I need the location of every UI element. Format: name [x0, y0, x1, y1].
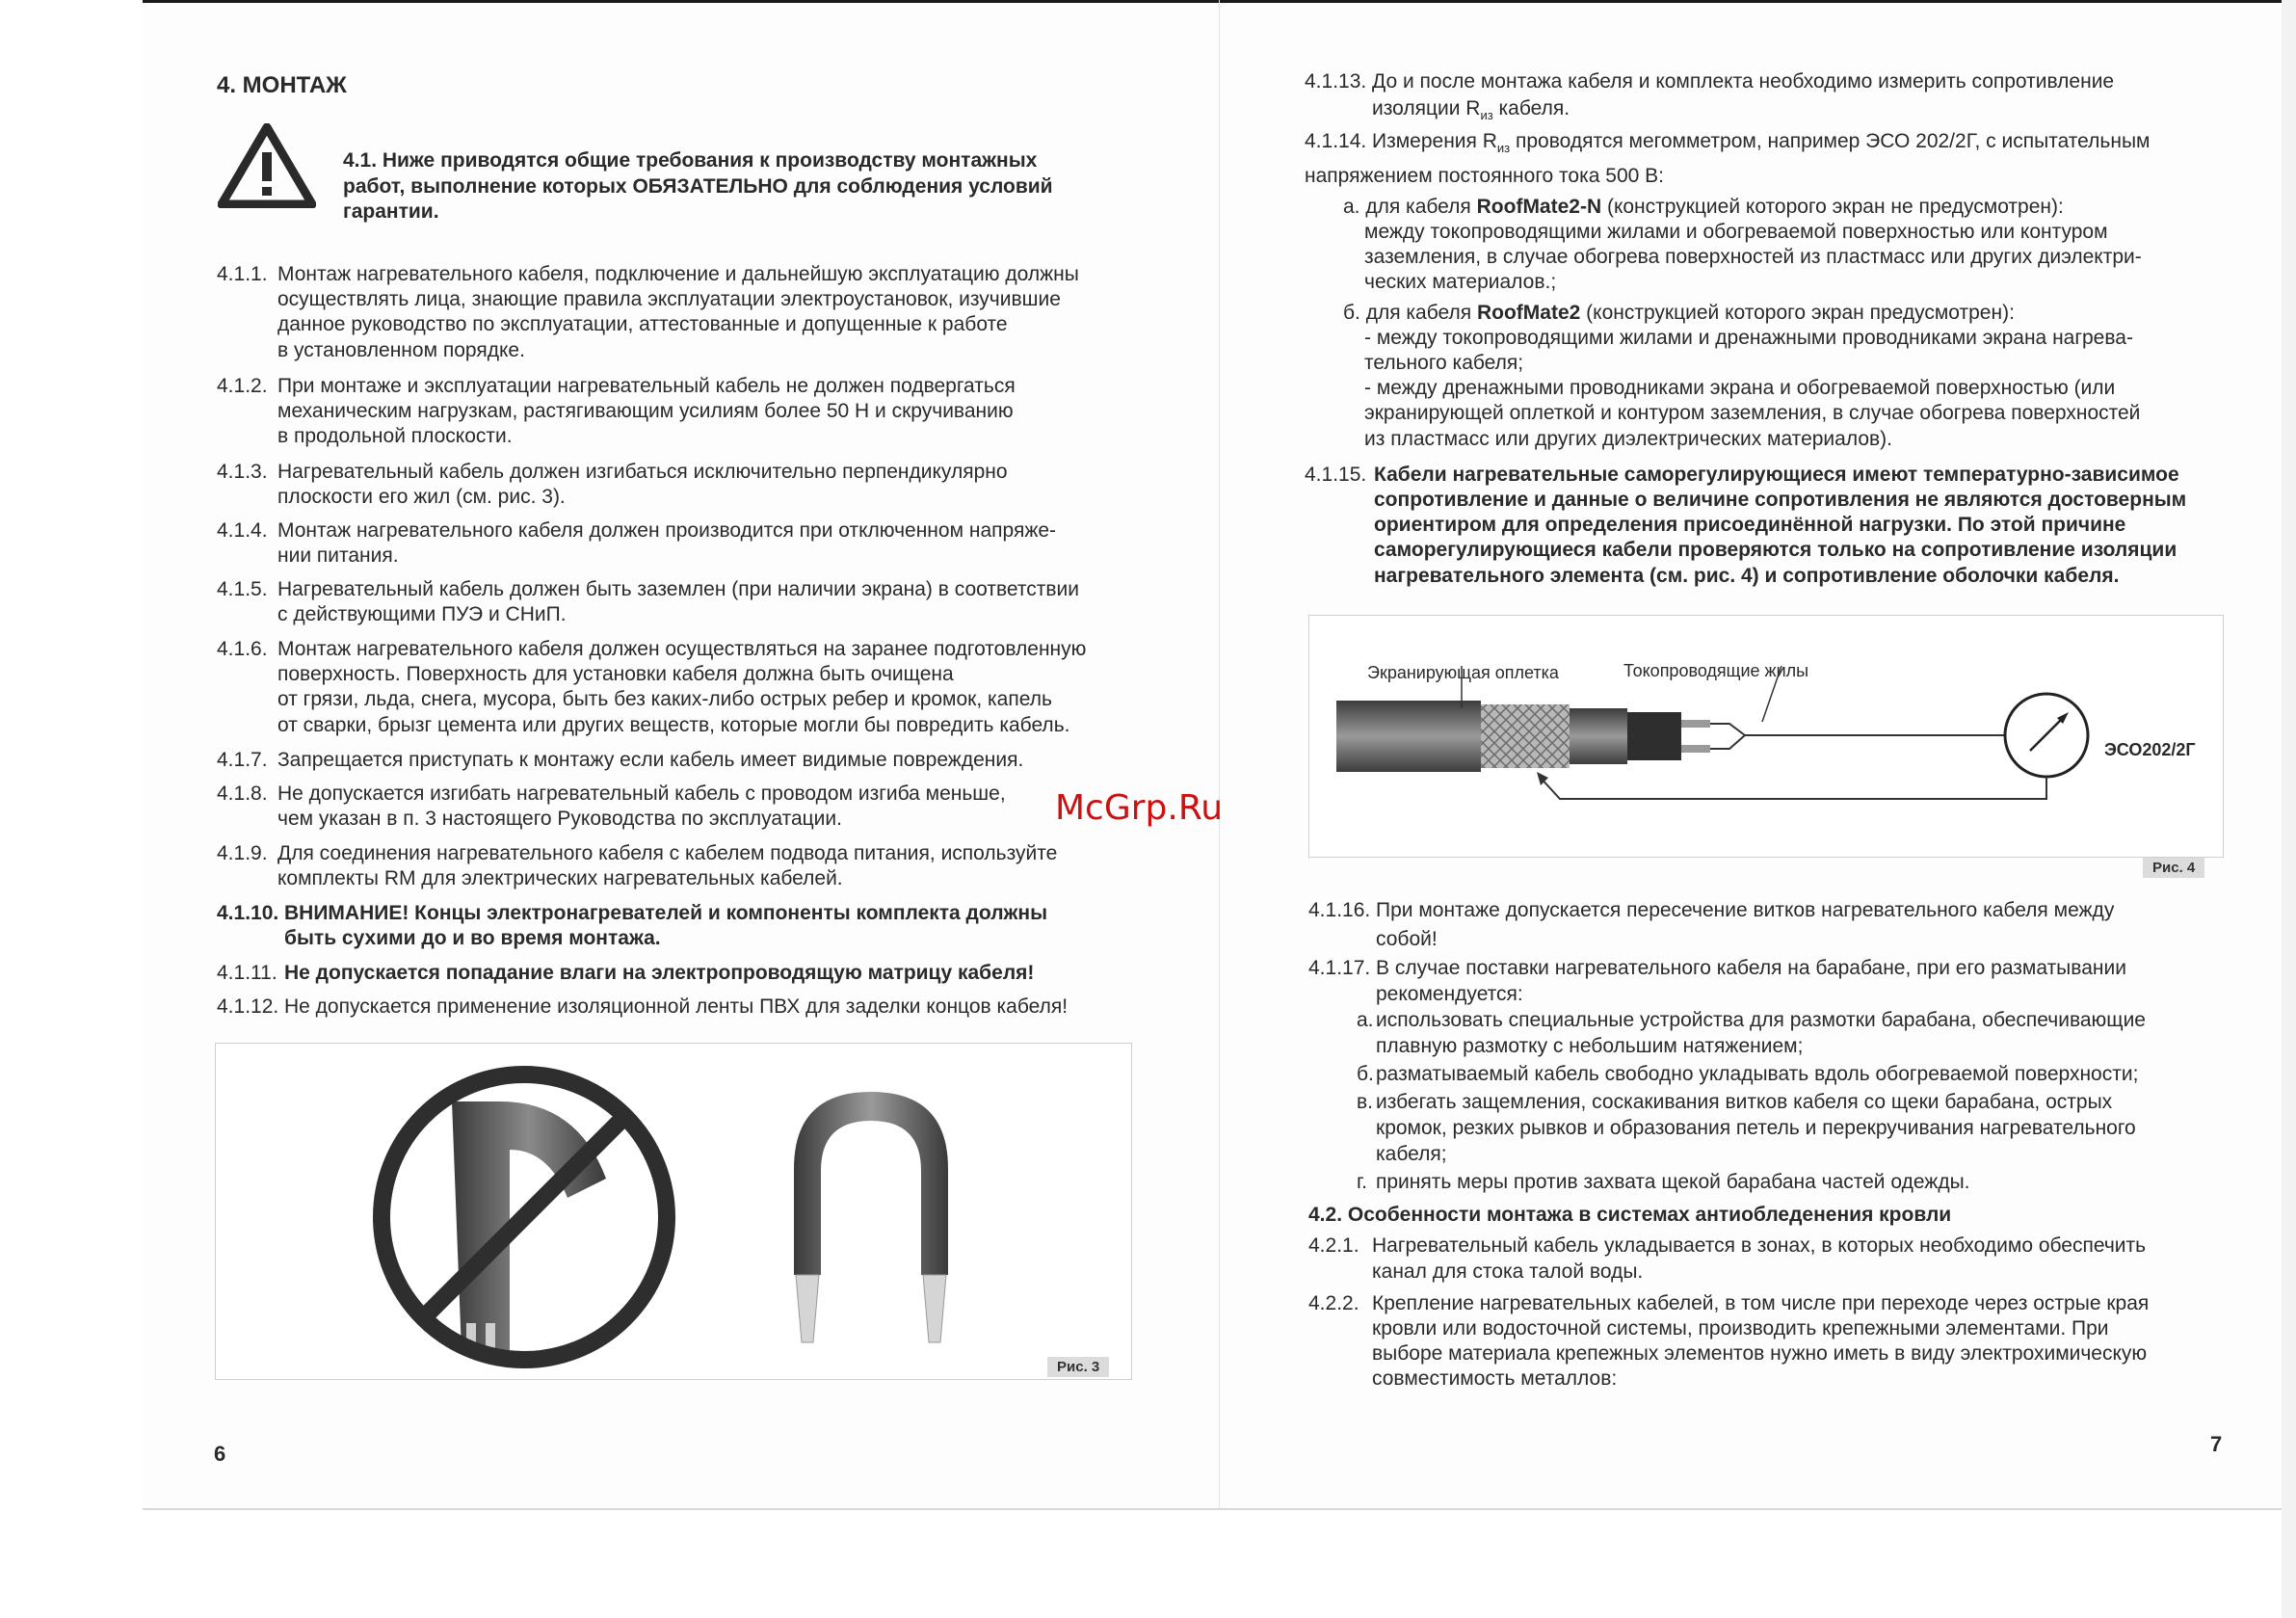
figure-4: [1308, 615, 2224, 858]
list-line: избегать защемления, соскакивания витков кабеля со щеки барабана, острых: [1376, 1091, 2113, 1113]
item-line: саморегулирующиеся кабели проверяются только на сопротивление изоляции: [1374, 539, 2177, 561]
label-conductive-cores: Токопроводящие жилы: [1623, 661, 1809, 680]
figure-3: [215, 1043, 1132, 1380]
item-number: 4.1.17.: [1308, 957, 1371, 979]
item-number: 4.1.2.: [217, 375, 268, 397]
item-line: Монтаж нагревательного кабеля должен осуществляться на заранее подготовленную: [277, 638, 1087, 660]
warning-triangle-icon: [218, 123, 316, 208]
item-line: Нагревательный кабель должен изгибаться исключительно перпендикулярно: [277, 461, 1008, 483]
item-line: При монтаже и эксплуатации нагревательный кабель не должен подвергаться: [277, 375, 1016, 397]
item-line: осуществлять лица, знающие правила эксплуатации электроустановок, изучившие: [277, 288, 1061, 310]
sub-line: ческих материалов.;: [1364, 271, 1557, 293]
item-line: Монтаж нагревательного кабеля должен производится при отключенном напряже-: [277, 519, 1057, 542]
top-edge-line: [143, 0, 2282, 3]
item-number: 4.1.11.: [217, 962, 277, 984]
item-number: 4.1.10.: [217, 902, 279, 924]
item-line: плоскости его жил (см. рис. 3).: [277, 486, 566, 508]
list-mark: г.: [1357, 1171, 1367, 1193]
list-line: разматываемый кабель свободно укладывать вдоль обогреваемой поверхности;: [1376, 1063, 2139, 1085]
warning-line-3: гарантии.: [343, 200, 439, 223]
subsection-heading: 4.2. Особенности монтажа в системах антиобледенения кровли: [1308, 1204, 1952, 1226]
item-number: 4.2.2.: [1308, 1292, 1359, 1314]
item-line: До и после монтажа кабеля и комплекта необходимо измерить сопротивление: [1372, 70, 2115, 93]
item-line: При монтаже допускается пересечение витков нагревательного кабеля между: [1376, 899, 2115, 921]
item-number: 4.1.9.: [217, 842, 268, 864]
item-line: механическим нагрузкам, растягивающим усилиям более 50 Н и скручиванию: [277, 400, 1014, 422]
item-line: Крепление нагревательных кабелей, в том числе при переходе через острые края: [1372, 1292, 2150, 1314]
item-line: ориентиром для определения присоединённой нагрузки. По этой причине: [1374, 514, 2126, 536]
sub-line: из пластмасс или других диэлектрических материалов).: [1364, 428, 1892, 450]
page-fold: [1219, 0, 1220, 1508]
item-line: собой!: [1376, 928, 1438, 950]
list-mark: а.: [1357, 1009, 1374, 1031]
item-number: 4.1.8.: [217, 782, 268, 805]
item-line: выборе материала крепежных элементов нужно иметь в виду электрохимическую: [1372, 1342, 2148, 1365]
item-number: 4.1.16.: [1308, 899, 1371, 921]
item-line: Нагревательный кабель должен быть заземлен (при наличии экрана) в соответствии: [277, 578, 1080, 600]
item-line: Для соединения нагревательного кабеля с кабелем подвода питания, используйте: [277, 842, 1058, 864]
sub-item-a: а. для кабеля RoofMate2-N (конструкцией которого экран не предусмотрен):: [1343, 196, 2064, 218]
sub-line: тельного кабеля;: [1364, 352, 1524, 374]
sub-line: заземления, в случае обогрева поверхностей из пластмасс или других диэлектри-: [1364, 246, 2142, 268]
cable-bend-correct-illustration: [775, 1082, 967, 1362]
item-line: чем указан в п. 3 настоящего Руководства по эксплуатации.: [277, 808, 842, 830]
label-shielding-braid: Экранирующая оплетка: [1367, 663, 1559, 682]
sub-line: экранирующей оплеткой и контуром заземления, в случае обогрева поверхностей: [1364, 402, 2141, 424]
item-number: 4.1.14.: [1305, 130, 1367, 152]
item-line: в установленном порядке.: [277, 339, 525, 361]
item-number: 4.1.6.: [217, 638, 268, 660]
item-number: 4.2.1.: [1308, 1234, 1359, 1257]
list-line: плавную размотку с небольшим натяжением;: [1376, 1035, 1804, 1057]
section-title: 4. МОНТАЖ: [217, 72, 347, 98]
item-line: Измерения $R_{из}$ проводятся мегомметром, например ЭСО 202/2Г, с испытательным: [1372, 130, 2151, 156]
item-line: изоляции $R_{из}$ кабеля.: [1372, 97, 1570, 123]
sub-line: между токопроводящими жилами и обогреваемой поверхностью или контуром: [1364, 221, 2108, 243]
sub-line: - между дренажными проводниками экрана и обогреваемой поверхностью (или: [1364, 377, 2116, 399]
item-number: 4.1.4.: [217, 519, 268, 542]
item-line: данное руководство по эксплуатации, аттестованные и допущенные к работе: [277, 313, 1008, 335]
item-number: 4.1.13.: [1305, 70, 1367, 93]
item-number: 4.1.12.: [217, 995, 279, 1018]
list-line: использовать специальные устройства для размотки барабана, обеспечивающие: [1376, 1009, 2146, 1031]
sub-item-b: б. для кабеля RoofMate2 (конструкцией которого экран предусмотрен):: [1343, 302, 2015, 324]
item-number: 4.1.1.: [217, 263, 268, 285]
item-line: Запрещается приступать к монтажу если кабель имеет видимые повреждения.: [277, 749, 1024, 771]
item-line: Монтаж нагревательного кабеля, подключение и дальнейшую эксплуатацию должны: [277, 263, 1079, 285]
figure-3-caption: Рис. 3: [1047, 1357, 1109, 1377]
item-line: в продольной плоскости.: [277, 425, 513, 447]
page-number-right: 7: [2210, 1432, 2223, 1456]
item-line: Нагревательный кабель укладывается в зонах, в которых необходимо обеспечить: [1372, 1234, 2147, 1257]
item-line: от грязи, льда, снега, мусора, быть без каких-либо острых ребер и кромок, капель: [277, 688, 1052, 710]
sub-line: - между токопроводящими жилами и дренажными проводниками экрана нагрева-: [1364, 327, 2133, 349]
label-megohmmeter: ЭСО202/2Г: [2104, 740, 2196, 759]
item-line: кровли или водосточной системы, производить крепежными элементами. При: [1372, 1317, 2109, 1339]
item-line: Не допускается изгибать нагревательный кабель с проводом изгиба меньше,: [277, 782, 1006, 805]
item-line: В случае поставки нагревательного кабеля на барабане, при его разматывании: [1376, 957, 2126, 979]
item-line: совместимость металлов:: [1372, 1367, 1618, 1390]
cable-measurement-diagram: [1309, 616, 2223, 857]
attention-line: ВНИМАНИЕ! Концы электронагревателей и компоненты комплекта должны: [284, 902, 1048, 924]
page-number-left: 6: [214, 1442, 226, 1466]
item-line: рекомендуется:: [1376, 983, 1523, 1005]
item-line: сопротивление и данные о величине сопротивления не являются достоверным: [1374, 489, 2187, 511]
scan-right-edge: [2282, 0, 2296, 1618]
item-line: Кабели нагревательные саморегулирующиеся имеют температурно-зависимое: [1374, 464, 2179, 486]
item-number: 4.1.3.: [217, 461, 268, 483]
item-line: Не допускается попадание влаги на электропроводящую матрицу кабеля!: [284, 962, 1035, 984]
item-line: с действующими ПУЭ и СНиП.: [277, 603, 567, 625]
list-line: кромок, резких рывков и образования петель и перекручивания нагревательного: [1376, 1117, 2136, 1139]
item-line: напряжением постоянного тока 500 В:: [1305, 165, 1664, 187]
item-line: поверхность. Поверхность для установки кабеля должна быть очищена: [277, 663, 954, 685]
item-number: 4.1.7.: [217, 749, 268, 771]
list-line: принять меры против захвата щекой барабана частей одежды.: [1376, 1171, 1970, 1193]
list-mark: в.: [1357, 1091, 1373, 1113]
item-line: комплекты RM для электрических нагревательных кабелей.: [277, 867, 843, 889]
list-mark: б.: [1357, 1063, 1374, 1085]
list-line: кабеля;: [1376, 1143, 1447, 1165]
item-line: нии питания.: [277, 544, 399, 567]
item-line: Не допускается применение изоляционной ленты ПВХ для заделки концов кабеля!: [284, 995, 1069, 1018]
cable-bend-wrong-illustration: [365, 1063, 683, 1371]
watermark: McGrp.Ru: [1055, 788, 1224, 828]
item-line: канал для стока талой воды.: [1372, 1260, 1644, 1283]
item-number: 4.1.5.: [217, 578, 268, 600]
attention-line: быть сухими до и во время монтажа.: [284, 927, 661, 949]
item-line: от сварки, брызг цемента или других веществ, которые могли бы повредить кабель.: [277, 714, 1070, 736]
warning-line-1: 4.1. Ниже приводятся общие требования к производству монтажных: [343, 149, 1038, 172]
warning-line-2: работ, выполнение которых ОБЯЗАТЕЛЬНО для соблюдения условий: [343, 175, 1053, 198]
item-number: 4.1.15.: [1305, 464, 1367, 486]
item-line: нагревательного элемента (см. рис. 4) и сопротивление оболочки кабеля.: [1374, 565, 2120, 587]
figure-4-caption: Рис. 4: [2143, 858, 2204, 878]
